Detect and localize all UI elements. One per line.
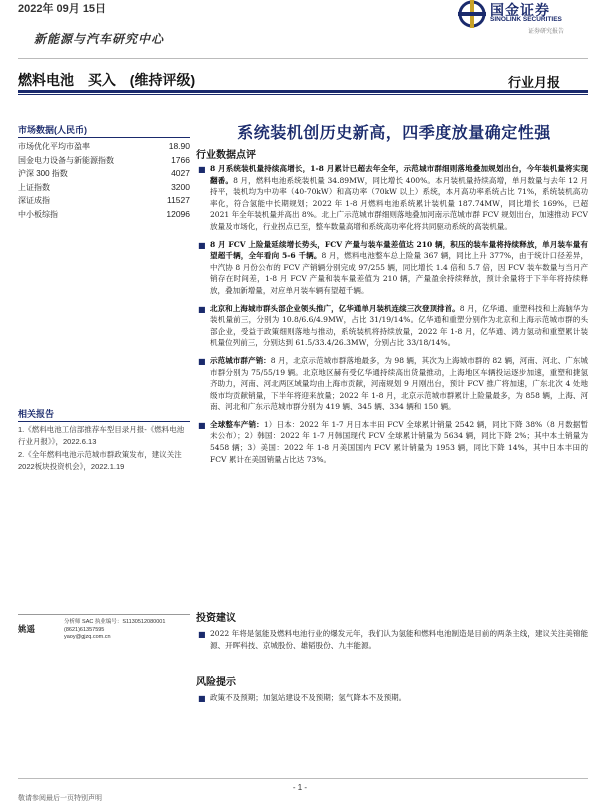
bullet-lead: 示范城市群产销： [210, 355, 271, 365]
bullet-square-icon: ■ [198, 630, 206, 639]
market-data-panel [18, 123, 190, 221]
market-label: 深证成指 [18, 196, 50, 205]
logo-name-en: SINOLINK SECURITIES [490, 16, 562, 23]
related-report-link[interactable]: 2.《全年燃料电池示范城市群政策发布，建议关注2022板块投资机会》，2022.1.19 [18, 450, 182, 471]
market-value: 4027 [171, 168, 190, 178]
bullet-lead: 北京和上海城市群头部企业领头推广，亿华通单月装机连续三次登顶排首。 [210, 303, 460, 313]
logo-subtitle: 证券研究报告 [528, 29, 565, 35]
sector-name: 燃料电池 [18, 72, 74, 88]
market-value: 12096 [166, 208, 190, 219]
logo-mark-icon [458, 0, 488, 28]
bullet-item [196, 163, 588, 233]
bullet-square-icon: ■ [198, 694, 206, 703]
bullet-list [196, 163, 588, 471]
header-divider [18, 58, 588, 59]
market-row [18, 181, 190, 195]
bullet-text: 8 月，燃料电池整车总上险量 367 辆，同比上升 377%，由于统计口径差异，中汽协 8 月份公布的 FCV 产销辆分别完成 97/255 辆，同比增长 1.4 倍和 5.7 倍，因 FCV 装车数量与当月产销存在时间差，1-8 月 FCV 产量和装车量差值为 210 辆，产量盈余持续释放，预计余量将于下半年将持续释放，叠加新增量，对应单月装车辆有望超千辆。 [210, 251, 588, 295]
market-label: 沪深 300 指数 [18, 169, 68, 178]
risk-text: 政策不及预期；加氢站建设不及预期；氢气降本不及预期。 [210, 693, 407, 702]
bullet-item [196, 303, 588, 349]
bullet-square-icon: ■ [198, 420, 206, 430]
market-data-title: 市场数据(人民币) [18, 123, 190, 138]
investment-text: 2022 年将是氢能及燃料电池行业的爆发元年，我们认为氢能和燃料电池制造是目前的两条主线，建议关注美锦能源、开晖科技、京城股份、雄韬股份、九丰能源。 [210, 629, 588, 650]
bullet-lead: 全球整车产销： [210, 419, 264, 429]
section-title-industry-data: 行业数据点评 [196, 150, 256, 161]
logo-name-cn: 国金证券 [490, 2, 550, 18]
header-bar-thick [18, 90, 588, 93]
report-type: 行业月报 [508, 75, 561, 90]
market-row [18, 167, 190, 181]
analyst-email[interactable]: yaoy@gjzq.com.cn [64, 634, 111, 640]
bullet-item [196, 355, 588, 413]
rating-note: (维持评级) [129, 72, 196, 88]
market-value: 3200 [171, 181, 190, 192]
analyst-block [18, 614, 190, 640]
bullet-square-icon: ■ [198, 165, 206, 174]
page-number: - 1 - [292, 783, 308, 792]
bullet-text: 1）日本：2022 年 1-7 月日本丰田 FCV 全球累计销量 2542 辆，同比下降 38%（8 月数据暂未公布）；2）韩国：2022 年 1-7 月韩国现代 FCV 全球累计销量为 5634 辆，同比下降 2%；其中本土销量为 5458 辆；3）美国：2022 年 1-8 月美国国内 FCV 累计销量为 1953 辆，同比下降 14%，其中日本丰田的 FCV 累计在美国销量占比达 73%。 [210, 419, 588, 464]
market-value: 11527 [166, 195, 190, 205]
bullet-text: 8 月，燃料电池系统装机量 34.89MW，同比增长 400%。本月装机量持续高增，单月数量与去年 12 月持平，装机均为中功率（40-70kW）和高功率（70kW 以上）系统，本月高功率系统占比 71%，系统装机高功率化，符合氢能中长期规划；2022 年 1-8 月燃料电池系统累计装机量 187.74MW，同比增长 169%，已超 2021 年全年装机量并高出 8%。北上广示范城市群细则落地叠加河南示范城市群 FCV 规划出台，加速推动 FCV 放量及市场化，行业拐点已至，整车数量高增和系统高功率化将共同驱动系统的高装机量。 [210, 175, 588, 231]
market-value: 18.90 [168, 141, 190, 151]
analyst-info [64, 619, 194, 642]
market-label: 市场优化平均市盈率 [18, 142, 90, 151]
research-center: 新能源与汽车研究中心 [34, 32, 165, 46]
rating-value: 买入 [87, 72, 116, 88]
market-row [18, 194, 190, 208]
bullet-item [196, 419, 588, 465]
analyst-cert: 分析师 SAC 执业编号：S1130512080001 [64, 619, 166, 625]
bullet-text: 8 月，北京示范城市群落地最多，为 98 辆，其次为上海城市群的 82 辆，河南、河北、广东城市群分别为 75/55/19 辆。北京地区赫有受亿华通持续高出货量推动，上海地区车辆投运逐步加速，重塑和捷氢齐助力，河南、河北两区域量均由上海市贡献，河南规划 9 月刚出台，预计 FCV 推广将加速，广东北次 4 处地级市均贡献销量，下半年将迎来放量；2022 年 1-8 月，北京示范城市群累计上险量最多，为 858 辆，上海、河南、河北和广东示范城市群分别为 419 辆、345 辆、334 辆和 150 辆。 [210, 355, 588, 412]
market-row [18, 208, 190, 222]
bullet-square-icon: ■ [198, 304, 206, 314]
related-reports [18, 407, 190, 474]
risk-paragraph [196, 692, 588, 710]
rating-line [18, 70, 205, 90]
bullet-item [196, 628, 588, 651]
header-bar-thin [18, 94, 588, 95]
section-title-risk: 风险提示 [196, 677, 236, 688]
company-logo [458, 0, 588, 40]
report-date: 2022年 09月 15日 [18, 3, 107, 15]
bullet-square-icon: ■ [198, 356, 206, 366]
analyst-phone: (8621)61357595 [64, 626, 105, 633]
market-value: 1766 [171, 154, 190, 165]
bullet-lead: 8 月 FCV 上险量延续增长势头，FCV 产量与装车量差值达 210 辆，积压的装车量将持续释放，单月装车量有望超千辆，全年看向 5-6 千辆。 [210, 239, 588, 261]
market-label: 国金电力设备与新能源指数 [18, 155, 114, 165]
bullet-square-icon: ■ [198, 240, 206, 250]
section-title-investment: 投资建议 [196, 613, 236, 624]
related-report-link[interactable]: 1.《燃料电池工信部推荐车型目录月报-《燃料电池行业月报》》，2022.6.13 [18, 425, 185, 446]
investment-paragraph [196, 628, 588, 657]
related-reports-title: 相关报告 [18, 407, 190, 422]
analyst-name: 姚遥 [18, 624, 36, 634]
market-label: 上证指数 [18, 182, 50, 192]
market-label: 中小板综指 [18, 209, 58, 219]
bullet-lead: 8 月系统装机量持续高增长，1-8 月累计已超去年全年，示范城市群细则落地叠加规划出台，今年装机量将实现翻番。 [210, 164, 588, 185]
footer-divider [18, 778, 588, 779]
report-title: 系统装机创历史新高，四季度放量确定性强 [237, 123, 551, 142]
market-row [18, 140, 190, 154]
footer-disclaimer: 敬请参阅最后一页特别声明 [18, 795, 102, 802]
market-row [18, 154, 190, 168]
bullet-text: 8 月，亿华通、重塑科技和上海脑华为装机量前三，分别为 10.8/6.6/4.9MW，占比 31/19/14%。亿华通和重塑分别作为北京和上海示范城市群的头部企业，受益于政策细则落地与推动，系统装机将持续放量，2022 年 1-8 月，亿华通、鸿力氢动和重塑累计装机量位列前三，分别达到 61.5/33.4/26.3MW，分别占比 33/18/14%。 [210, 303, 588, 348]
bullet-item [196, 239, 588, 297]
bullet-item [196, 692, 588, 704]
